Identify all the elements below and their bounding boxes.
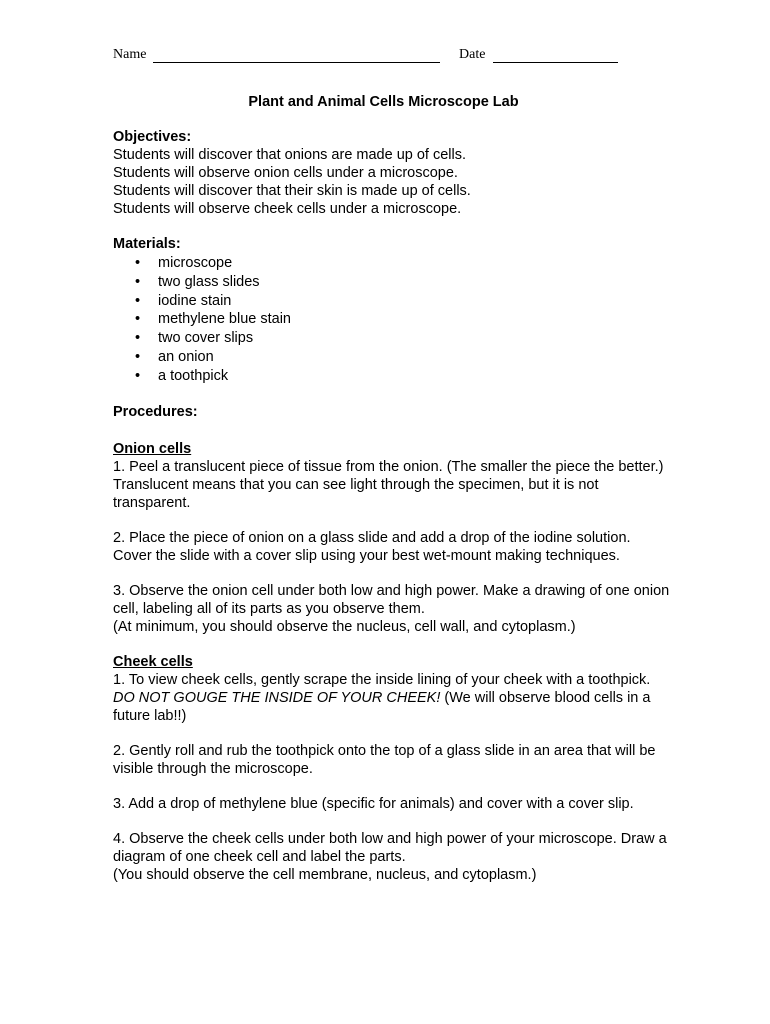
list-item: • methylene blue stain	[135, 311, 291, 328]
procedures-heading: Procedures:	[113, 403, 198, 420]
objective-line: Students will discover that their skin is made up of cells.	[113, 183, 471, 199]
date-label: Date	[459, 47, 486, 62]
objectives-heading: Objectives:	[113, 129, 192, 145]
bullet-icon: •	[135, 348, 141, 365]
cheek-step-3: 3. Add a drop of methylene blue (specific for animals) and cover with a cover slip.	[113, 795, 634, 812]
objective-line: Students will observe onion cells under a microscope.	[113, 165, 458, 181]
list-item: • an onion	[135, 348, 214, 365]
name-date-header	[113, 44, 673, 66]
cheek-cells-section	[113, 653, 673, 884]
bullet-icon: •	[135, 255, 141, 271]
procedures-section	[113, 403, 673, 884]
list-item: • iodine stain	[135, 292, 232, 309]
onion-cells-section	[113, 440, 673, 636]
materials-list	[113, 254, 673, 386]
bullet-icon: •	[135, 273, 141, 290]
onion-step-1: 1. Peel a translucent piece of tissue from the onion. (The smaller the piece the better.) Translucent means that you can see light through the specimen, but it is not transparent.	[113, 458, 664, 511]
cheek-cells-heading: Cheek cells	[113, 653, 193, 670]
cheek-step-4-note: (You should observe the cell membrane, nucleus, and cytoplasm.)	[113, 866, 537, 883]
bullet-icon: •	[135, 367, 141, 384]
objective-line: Students will discover that onions are made up of cells.	[113, 147, 467, 163]
list-item: • microscope	[135, 255, 233, 271]
list-item: • two glass slides	[135, 273, 260, 290]
list-item: • a toothpick	[135, 367, 229, 384]
objective-line: Students will observe cheek cells under a microscope.	[113, 201, 462, 217]
materials-section	[113, 235, 673, 386]
cheek-warning: DO NOT GOUGE THE INSIDE OF YOUR CHEEK!	[113, 689, 441, 706]
onion-step-2: 2. Place the piece of onion on a glass slide and add a drop of the iodine solution. Cover the slide with a cover slip using your best wet-mount making techniques.	[113, 529, 631, 564]
name-blank-line	[153, 62, 440, 63]
worksheet-page	[113, 44, 673, 884]
cheek-step-1: 1. To view cheek cells, gently scrape the inside lining of your cheek with a toothpick. DO NOT GOUGE THE INSIDE OF YOUR CHEEK! (We will observe blood cells in a future lab!!)	[113, 671, 651, 724]
materials-heading: Materials:	[113, 236, 181, 252]
name-label: Name	[113, 47, 147, 62]
cheek-step-2: 2. Gently roll and rub the toothpick onto the top of a glass slide in an area that will be visible through the microscope.	[113, 742, 656, 777]
page-title: Plant and Animal Cells Microscope Lab	[248, 94, 519, 110]
bullet-icon: •	[135, 292, 141, 309]
onion-cells-heading: Onion cells	[113, 440, 192, 457]
onion-step-3-note: (At minimum, you should observe the nucleus, cell wall, and cytoplasm.)	[113, 618, 576, 635]
date-blank-line	[493, 62, 618, 63]
cheek-step-4: 4. Observe the cheek cells under both low and high power of your microscope. Draw a diagram of one cheek cell and label the parts.	[113, 830, 667, 865]
bullet-icon: •	[135, 311, 141, 328]
objectives-section	[113, 128, 673, 218]
bullet-icon: •	[135, 330, 141, 347]
onion-step-3: 3. Observe the onion cell under both low and high power. Make a drawing of one onion cell, labeling all of its parts as you observe them.	[113, 582, 670, 617]
list-item: • two cover slips	[135, 330, 254, 347]
